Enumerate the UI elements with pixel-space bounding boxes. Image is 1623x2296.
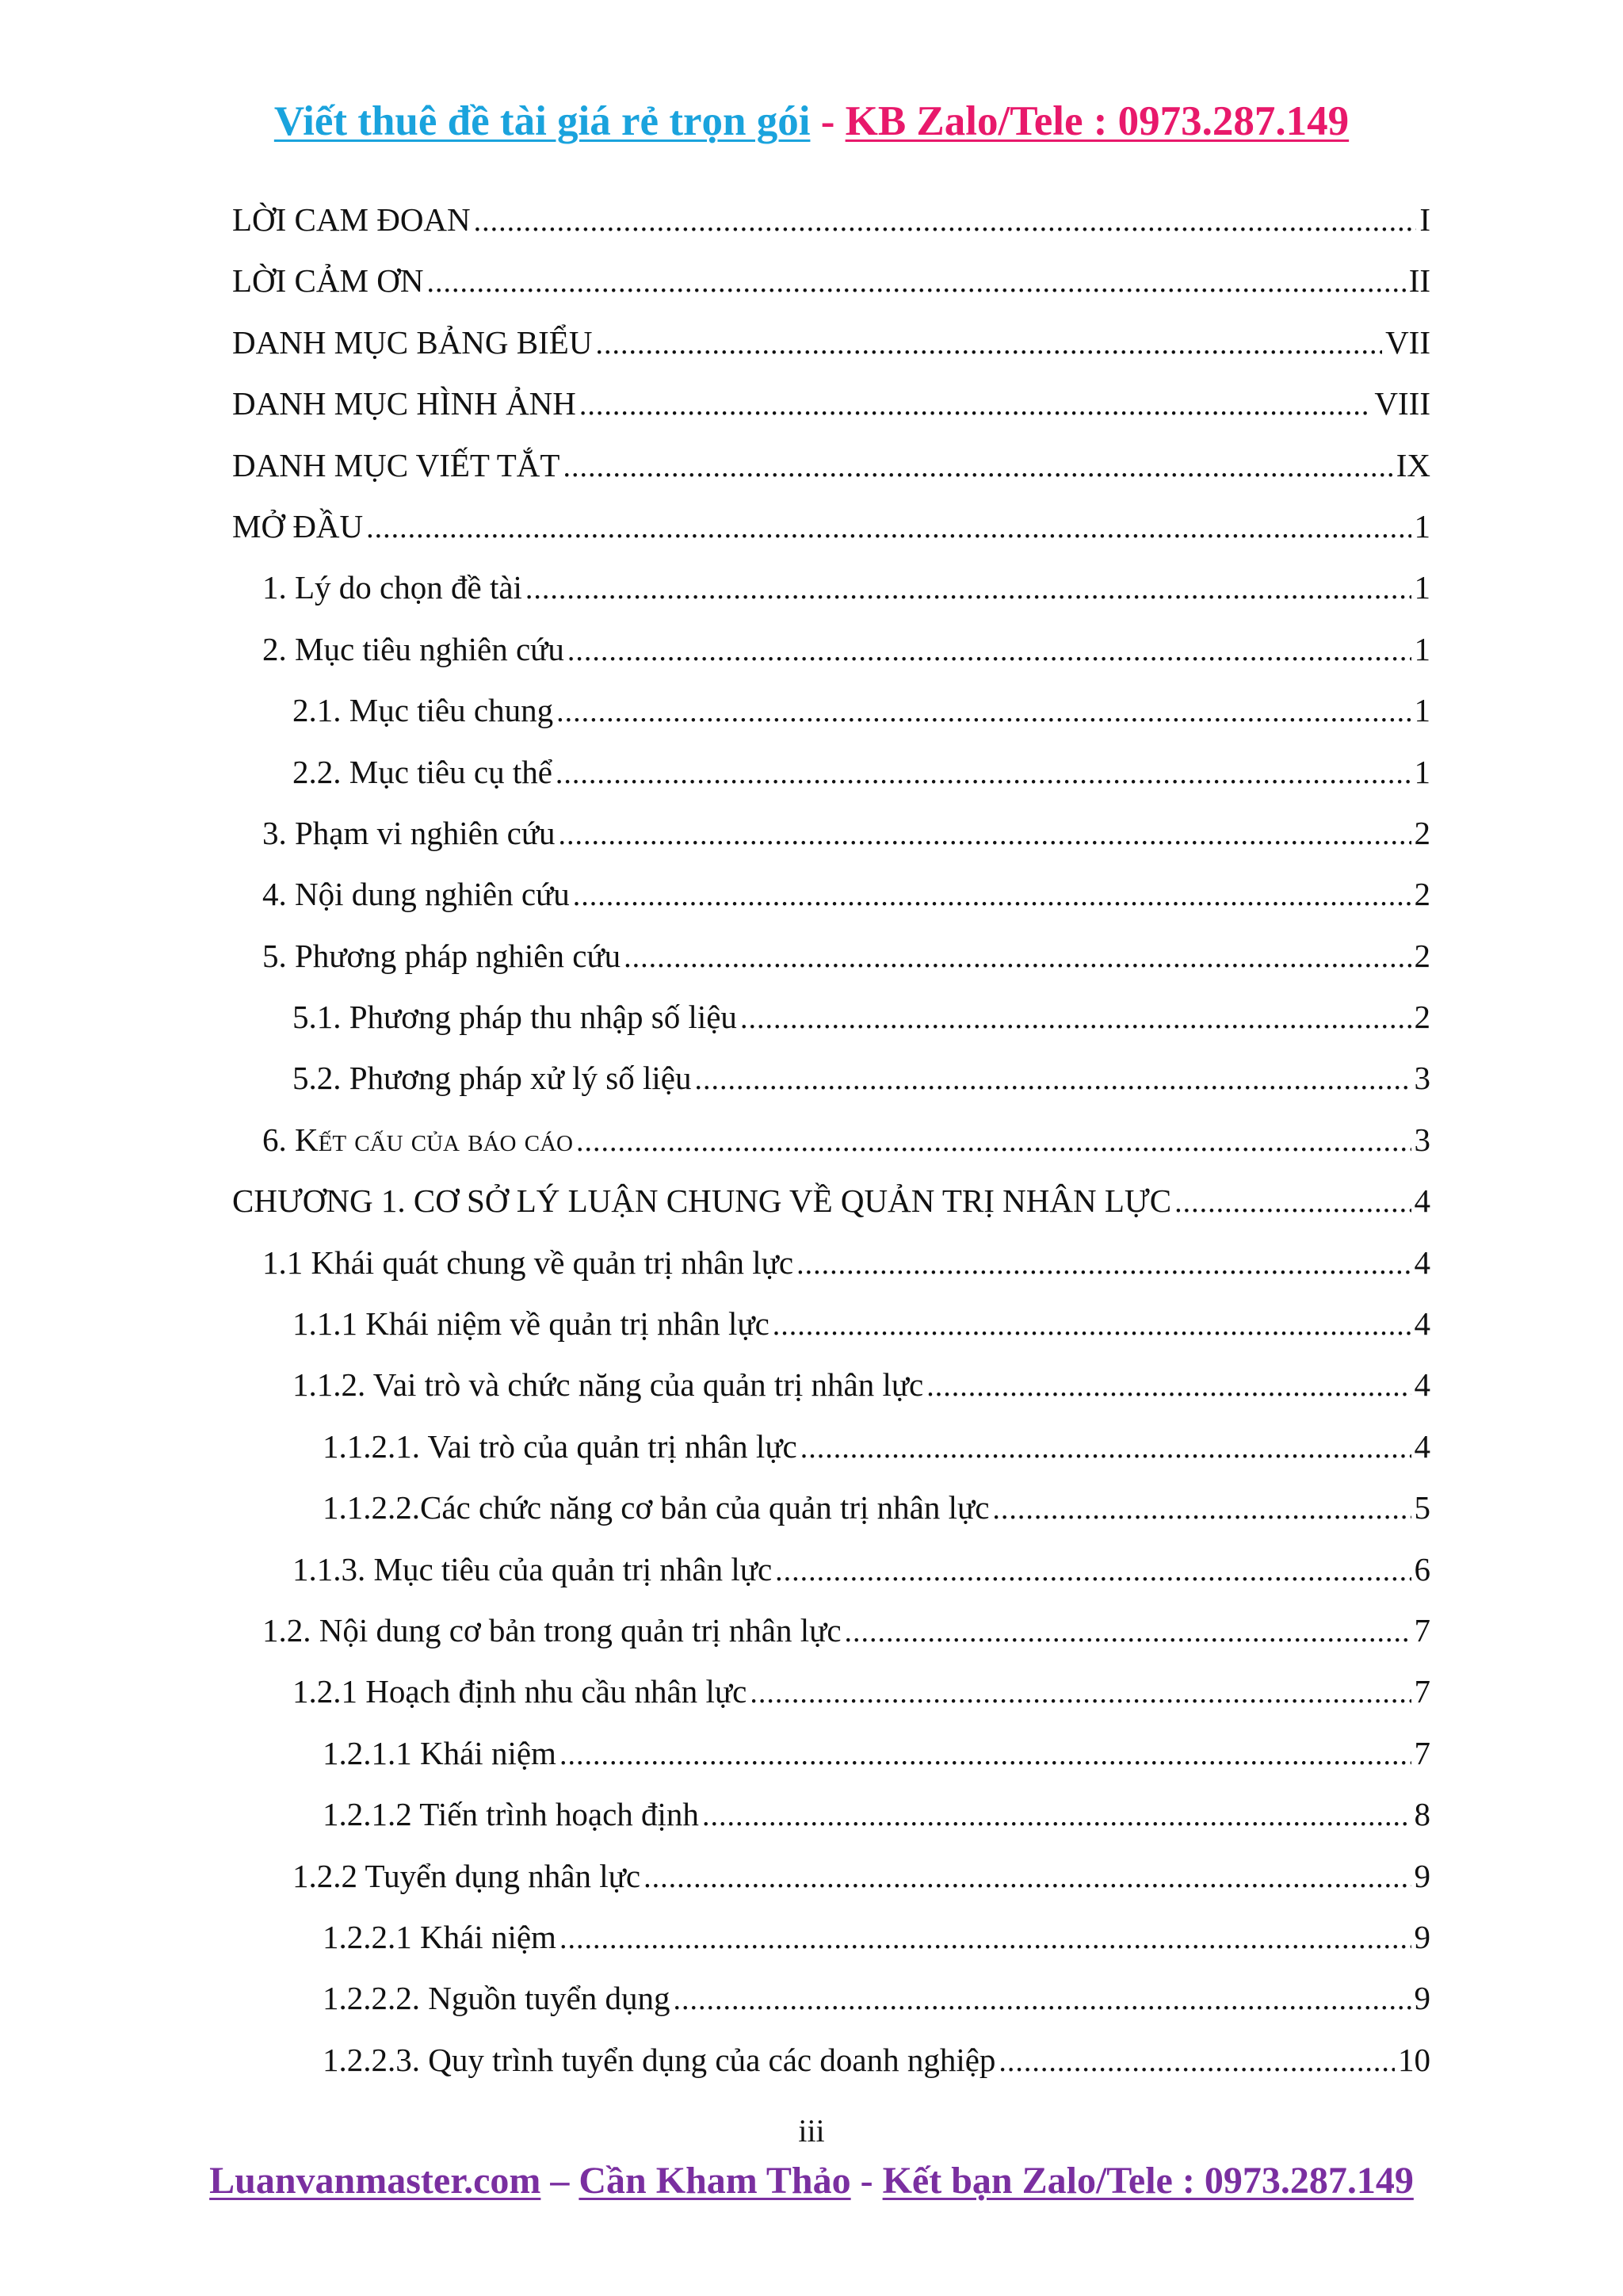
- toc-entry[interactable]: [232, 680, 1430, 741]
- toc-leader-dots: [999, 2031, 1395, 2092]
- toc-entry[interactable]: [232, 1968, 1430, 2029]
- toc-entry[interactable]: [232, 1846, 1430, 1907]
- toc-entry[interactable]: [232, 189, 1430, 250]
- toc-entry-page: 1: [1414, 630, 1430, 667]
- toc-entry-label: DANH MỤC BẢNG BIỂU: [232, 323, 593, 361]
- toc-leader-dots: [750, 1663, 1411, 1724]
- toc-entry[interactable]: [232, 1907, 1430, 1968]
- toc-entry-page: 1: [1414, 569, 1430, 606]
- toc-entry-page: 4: [1414, 1427, 1430, 1465]
- toc-entry-label: DANH MỤC VIẾT TẮT: [232, 446, 560, 483]
- toc-entry-page: 1: [1414, 507, 1430, 544]
- toc-entry-label: DANH MỤC HÌNH ẢNH: [232, 385, 576, 422]
- toc-entry-page: 5: [1414, 1489, 1430, 1526]
- toc-leader-dots: [775, 1541, 1411, 1602]
- toc-entry-label: 4. Nội dung nghiên cứu: [262, 876, 570, 913]
- header-service-link[interactable]: Viết thuê đề tài giá rẻ trọn gói: [273, 98, 811, 144]
- toc-entry-label: 1.1.1 Khái niệm về quản trị nhân lực: [292, 1305, 769, 1343]
- toc-entry-label: 1.2.2.3. Quy trình tuyển dụng của các doanh nghiệp: [323, 2041, 996, 2078]
- toc-entry-label: 2. Mục tiêu nghiên cứu: [262, 630, 564, 667]
- toc-entry-label: CHƯƠNG 1. CƠ SỞ LÝ LUẬN CHUNG VỀ QUẢN TRỊ NHÂN LỰC: [232, 1182, 1172, 1220]
- toc-entry-page: 3: [1414, 1060, 1430, 1097]
- toc-entry[interactable]: [232, 1110, 1430, 1171]
- toc-entry[interactable]: [232, 435, 1430, 496]
- toc-entry[interactable]: [232, 1661, 1430, 1722]
- toc-entry-label: 1.2.1 Hoạch định nhu cầu nhân lực: [292, 1673, 747, 1710]
- toc-entry[interactable]: [232, 312, 1430, 373]
- toc-entry[interactable]: [232, 742, 1430, 803]
- toc-entry-page: 4: [1414, 1244, 1430, 1281]
- page-number: iii: [798, 2113, 825, 2149]
- toc-entry[interactable]: [232, 1354, 1430, 1415]
- footer-separator: -: [850, 2160, 883, 2202]
- toc-leader-dots: [563, 437, 1392, 498]
- footer-site-link[interactable]: Luanvanmaster.com: [209, 2160, 541, 2202]
- toc-entry-label: 1.1.2. Vai trò và chức năng của quản trị nhân lực: [292, 1366, 924, 1404]
- toc-leader-dots: [926, 1356, 1411, 1417]
- toc-leader-dots: [845, 1602, 1411, 1663]
- toc-entry-label: 1.2. Nội dung cơ bản trong quản trị nhân lực: [262, 1611, 842, 1648]
- toc-entry-label: 1.2.2 Tuyển dụng nhân lực: [292, 1857, 641, 1894]
- toc-leader-dots: [800, 1418, 1411, 1479]
- header-separator: -: [810, 98, 846, 144]
- toc-entry[interactable]: [232, 2030, 1430, 2091]
- footer-name-link[interactable]: Cần Kham Thảo: [579, 2160, 851, 2202]
- footer-contact-link[interactable]: Kết bạn Zalo/Tele : 0973.287.149: [882, 2160, 1414, 2202]
- toc-entry-page: 7: [1414, 1734, 1430, 1771]
- toc-entry[interactable]: [232, 1293, 1430, 1354]
- page-footer: [0, 2156, 1623, 2206]
- toc-entry[interactable]: [232, 1232, 1430, 1293]
- toc-leader-dots: [474, 191, 1417, 252]
- toc-entry-page: 4: [1414, 1305, 1430, 1343]
- toc-leader-dots: [643, 1847, 1411, 1908]
- toc-entry[interactable]: [232, 987, 1430, 1048]
- toc-entry-label: 5.1. Phương pháp thu nhập số liệu: [292, 999, 737, 1036]
- toc-entry[interactable]: [232, 557, 1430, 618]
- toc-entry-page: 2: [1414, 937, 1430, 974]
- toc-entry-label: 1.1 Khái quát chung về quản trị nhân lực: [262, 1244, 794, 1281]
- toc-leader-dots: [579, 375, 1372, 436]
- toc-entry-label: 6. Kết cấu của báo cáo: [262, 1121, 573, 1158]
- footer-dash: –: [540, 2160, 579, 2202]
- toc-entry[interactable]: [232, 1600, 1430, 1661]
- toc-entry[interactable]: [232, 1477, 1430, 1538]
- toc-entry-label: 1.2.1.1 Khái niệm: [323, 1734, 556, 1771]
- toc-entry[interactable]: [232, 1048, 1430, 1109]
- toc-leader-dots: [573, 865, 1411, 926]
- toc-entry-label: 5. Phương pháp nghiên cứu: [262, 937, 621, 974]
- toc-entry[interactable]: [232, 864, 1430, 925]
- toc-entry-label: 2.2. Mục tiêu cụ thể: [292, 753, 552, 790]
- toc-entry-page: 10: [1398, 2041, 1430, 2078]
- toc-entry-label: 1.2.2.2. Nguồn tuyển dụng: [323, 1980, 670, 2017]
- toc-entry[interactable]: [232, 496, 1430, 557]
- header-contact-link[interactable]: KB Zalo/Tele : 0973.287.149: [845, 98, 1350, 144]
- toc-entry-page: 1: [1414, 753, 1430, 790]
- toc-leader-dots: [624, 927, 1411, 988]
- toc-entry-label: 3. Phạm vi nghiên cứu: [262, 814, 556, 851]
- toc-entry[interactable]: [232, 619, 1430, 680]
- toc-leader-dots: [740, 988, 1411, 1049]
- toc-leader-dots: [796, 1234, 1411, 1295]
- toc-entry-page: 7: [1414, 1673, 1430, 1710]
- toc-entry-page: 2: [1414, 876, 1430, 913]
- toc-entry-page: 8: [1414, 1796, 1430, 1833]
- toc-entry-page: 1: [1414, 692, 1430, 729]
- toc-entry[interactable]: [232, 803, 1430, 864]
- toc-entry[interactable]: [232, 1784, 1430, 1845]
- toc-entry[interactable]: [232, 1416, 1430, 1477]
- toc-entry-page: 2: [1414, 814, 1430, 851]
- toc-entry-label: 1.2.1.2 Tiến trình hoạch định: [323, 1796, 699, 1833]
- toc-entry-page: 3: [1414, 1121, 1430, 1158]
- toc-entry-label: MỞ ĐẦU: [232, 507, 364, 544]
- toc-entry-page: II: [1408, 262, 1430, 300]
- toc-entry-page: I: [1419, 201, 1430, 238]
- toc-entry-page: VIII: [1374, 385, 1430, 422]
- toc-leader-dots: [366, 498, 1411, 559]
- toc-entry-label: 2.1. Mục tiêu chung: [292, 692, 554, 729]
- toc-entry-page: 7: [1414, 1611, 1430, 1648]
- toc-entry-page: 2: [1414, 999, 1430, 1036]
- toc-entry-page: 4: [1414, 1182, 1430, 1220]
- toc-entry-label: 1.2.2.1 Khái niệm: [323, 1918, 556, 1955]
- toc-leader-dots: [595, 314, 1382, 375]
- toc-entry-page: 9: [1414, 1857, 1430, 1894]
- toc-entry[interactable]: [232, 1539, 1430, 1600]
- table-of-contents: [232, 189, 1430, 2091]
- toc-entry[interactable]: [232, 1723, 1430, 1784]
- toc-entry-label: 1. Lý do chọn đề tài: [262, 569, 522, 606]
- toc-leader-dots: [1174, 1172, 1411, 1233]
- toc-entry[interactable]: [232, 250, 1430, 311]
- toc-leader-dots: [559, 1725, 1411, 1786]
- toc-leader-dots: [702, 1786, 1411, 1847]
- page-header: [0, 94, 1623, 149]
- toc-leader-dots: [525, 559, 1411, 620]
- toc-leader-dots: [559, 804, 1411, 865]
- toc-leader-dots: [773, 1295, 1411, 1356]
- toc-entry[interactable]: [232, 1171, 1430, 1232]
- toc-leader-dots: [694, 1049, 1411, 1110]
- toc-leader-dots: [992, 1479, 1411, 1540]
- toc-entry[interactable]: [232, 373, 1430, 434]
- toc-leader-dots: [559, 1908, 1411, 1969]
- toc-entry-page: VII: [1385, 323, 1430, 361]
- toc-leader-dots: [576, 1111, 1411, 1172]
- toc-entry-label: 1.1.2.1. Vai trò của quản trị nhân lực: [323, 1427, 797, 1465]
- toc-entry-page: 9: [1414, 1918, 1430, 1955]
- toc-entry[interactable]: [232, 926, 1430, 987]
- toc-entry-label: 5.2. Phương pháp xử lý số liệu: [292, 1060, 692, 1097]
- toc-leader-dots: [567, 621, 1411, 682]
- toc-entry-page: 4: [1414, 1366, 1430, 1404]
- toc-entry-label: LỜI CẢM ƠN: [232, 262, 424, 300]
- toc-leader-dots: [426, 252, 1405, 313]
- toc-entry-label: 1.1.3. Mục tiêu của quản trị nhân lực: [292, 1550, 773, 1587]
- toc-leader-dots: [556, 743, 1411, 804]
- toc-entry-page: 6: [1414, 1550, 1430, 1587]
- toc-entry-label: LỜI CAM ĐOAN: [232, 201, 471, 238]
- toc-entry-label: 1.1.2.2.Các chức năng cơ bản của quản trị nhân lực: [323, 1489, 990, 1526]
- toc-entry-page: IX: [1396, 446, 1430, 483]
- toc-leader-dots: [673, 1969, 1411, 2030]
- toc-entry-page: 9: [1414, 1980, 1430, 2017]
- toc-leader-dots: [556, 682, 1411, 743]
